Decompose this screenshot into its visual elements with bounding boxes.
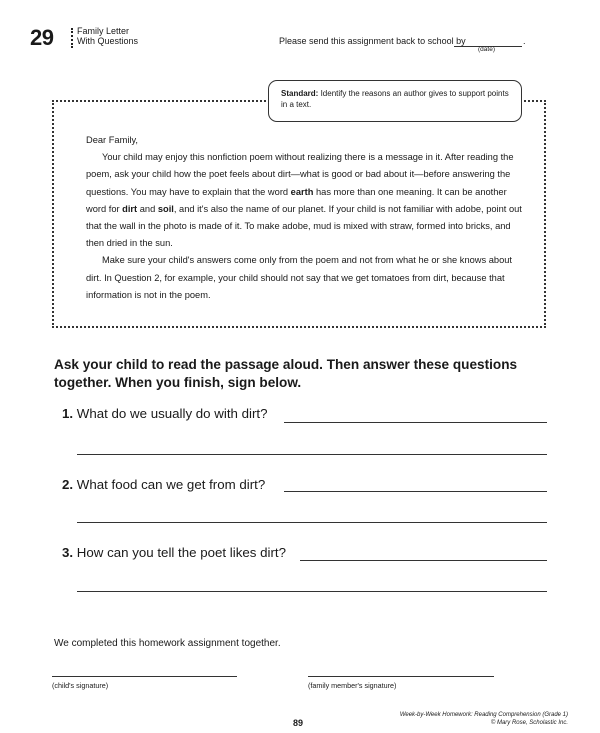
letter-paragraph-2: Make sure your child's answers come only from the poem and not from what he or she knows about dirt. In Question 2, for example, your child should not say that we get tomatoes from dirt, because that information is not in the poem. (86, 255, 513, 300)
credit-line-1: Week-by-Week Homework: Reading Comprehension (Grade 1) (399, 712, 568, 718)
word-dirt: dirt (122, 203, 138, 214)
word-soil: soil (157, 203, 174, 214)
question-3-text: How can you tell the poet likes dirt? (76, 545, 286, 560)
question-1 (62, 406, 267, 422)
credit (380, 712, 568, 727)
child-signature-label: (child's signature) (52, 681, 109, 690)
answer-1-line-1[interactable] (284, 422, 547, 423)
letter-greeting: Dear Family, (86, 135, 138, 145)
family-signature-label: (family member's signature) (308, 681, 397, 690)
answer-2-line-2[interactable] (77, 522, 547, 523)
send-back-text: Please send this assignment back to school by (279, 36, 466, 46)
answer-2-line-1[interactable] (284, 491, 547, 492)
answer-3-line-1[interactable] (300, 560, 547, 561)
answer-3-line-2[interactable] (77, 591, 547, 592)
credit-line-2: © Mary Rose, Scholastic Inc. (490, 719, 568, 726)
date-label: (date) (478, 46, 495, 53)
family-signature-line[interactable] (308, 676, 494, 677)
lesson-title-line1: Family Letter (77, 26, 130, 36)
lesson-title (77, 26, 138, 46)
lesson-number: 29 (30, 25, 54, 50)
question-3-number: 3. (62, 545, 74, 560)
standard-box (268, 80, 522, 122)
letter-paragraph-1: Your child may enjoy this nonfiction poem without realizing there is a message in it. After reading the poem, ask your child how the poet feels about dirt—what is good or bad about it—before answering the questions. You may have to explain that the word earth has more than one meaning. It can be another word for dirt and soil, and it's also the name of our planet. If your child is not familiar with adobe, point out that the wall in the photo is made of it. To make adobe, mud is mixed with straw, formed into bricks, and then dried in the sun. (86, 152, 522, 249)
question-2-number: 2. (62, 477, 74, 492)
question-1-text: What do we usually do with dirt? (76, 406, 268, 421)
instructions: Ask your child to read the passage aloud. Then answer these questions together. When you finish, sign below. (54, 357, 518, 390)
word-earth: earth (290, 186, 314, 197)
question-3 (62, 545, 286, 561)
question-2 (62, 477, 265, 493)
header-divider (71, 28, 73, 48)
family-letter (86, 132, 526, 304)
standard-label: Standard: (281, 89, 319, 98)
question-2-text: What food can we get from dirt? (76, 477, 266, 492)
answer-1-line-2[interactable] (77, 454, 547, 455)
standard-text: Identify the reasons an author gives to support points in a text. (281, 89, 509, 109)
child-signature-line[interactable] (52, 676, 237, 677)
completed-statement: We completed this homework assignment together. (54, 638, 281, 649)
question-1-number: 1. (62, 406, 74, 421)
send-back-period: . (523, 36, 526, 46)
page-number: 89 (293, 718, 304, 728)
lesson-title-line2: With Questions (77, 36, 139, 46)
